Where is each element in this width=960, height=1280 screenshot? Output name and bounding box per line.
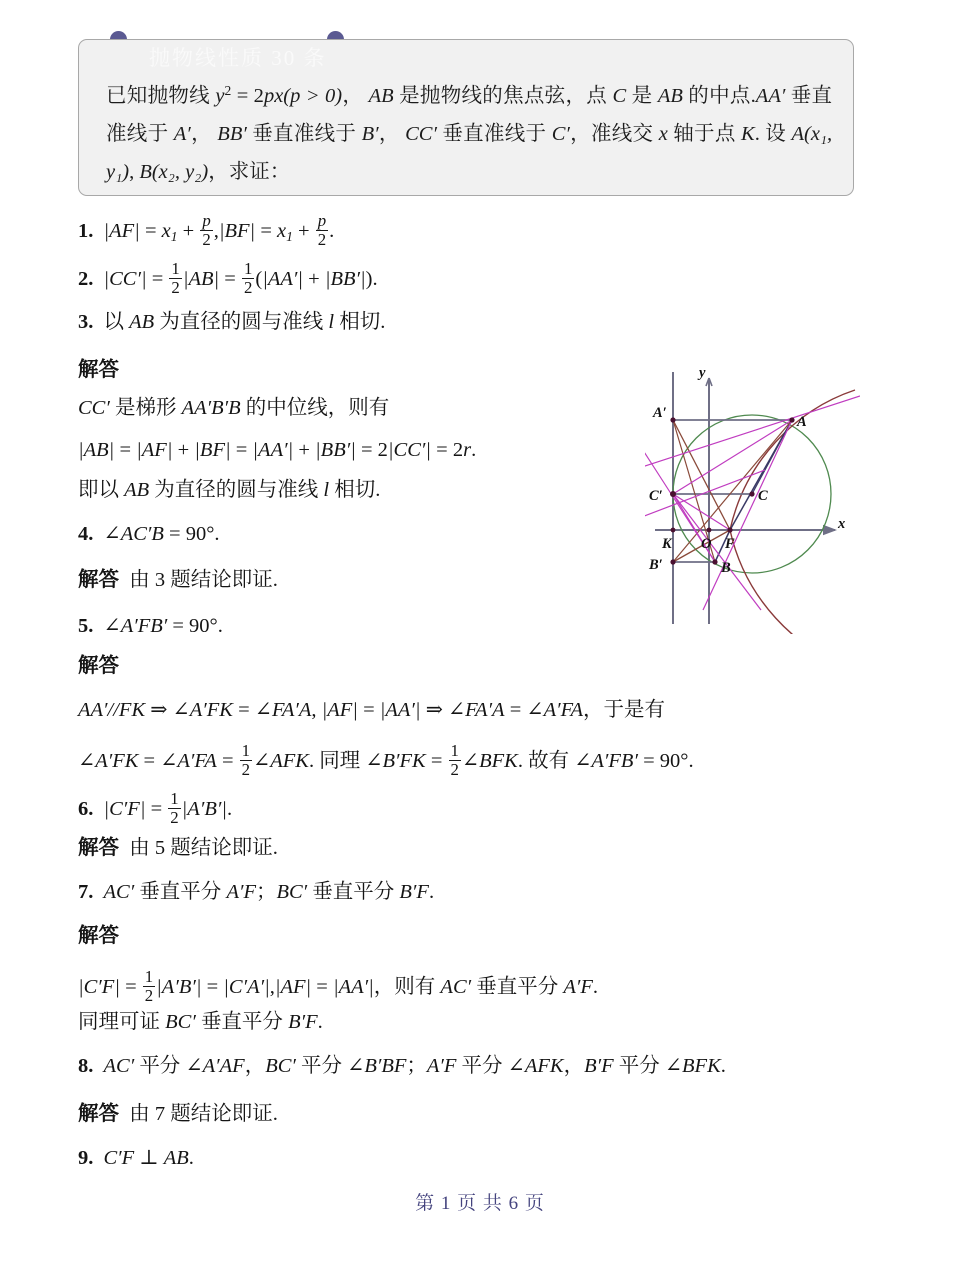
problem-eq-eq: = 2 [231, 85, 264, 108]
jieda-label-7: 解答 [78, 925, 119, 947]
label-K: K [662, 536, 672, 552]
problem-line2-e: 垂直准线于 [442, 123, 547, 146]
solution-7-heading [78, 926, 119, 947]
solution-3-line1: CC′ 是梯形 AA′B′B 的中位线，则有 [78, 397, 390, 419]
jieda-label-4: 解答 [78, 569, 119, 591]
problem-line3-b: . 设 [754, 123, 787, 146]
solution-6-ref: 5 [154, 837, 166, 859]
jieda-label-6: 解答 [78, 837, 119, 859]
problem-line3-c: ，求证： [208, 161, 291, 184]
problem-line1-a: 已知抛物线 [106, 85, 210, 108]
problem-bb-prime: BB′ [217, 123, 247, 146]
item-8: 8. AC′ 平分 ∠A′AF，BC′ 平分 ∠B′BF；A′F 平分 ∠AFK，B′F 平分 ∠BFK. [78, 1055, 726, 1077]
problem-eq-cond: (p > 0) [283, 85, 343, 108]
solution-4-tail: 题结论即证. [170, 569, 278, 591]
solution-3-line2: |AB| = |AF| + |BF| = |AA′| + |BB′| = 2|CC′| = 2r. [78, 439, 477, 461]
solution-5-line1: AA′//FK ⇒ ∠A′FK = ∠FA′A, |AF| = |AA′| ⇒ ∠FA′A = ∠A′FA，于是有 [78, 699, 666, 721]
problem-b-prime: B′ [361, 123, 379, 146]
problem-ab-2: AB [657, 85, 683, 108]
point-Aprime [670, 417, 675, 422]
jieda-label-5: 解答 [78, 655, 119, 677]
problem-line3-a: 轴于点 [673, 123, 736, 146]
problem-line2-d: ， [378, 123, 400, 146]
problem-point-a: A(x₁, y₁) [106, 123, 833, 184]
solution-8-by: 由 [129, 1103, 150, 1125]
solution-7-line2: 同理可证 BC′ 垂直平分 B′F. [78, 1011, 323, 1033]
item-2: 2. |CC′| = $\frac{1}{2}$ |AB| = $\frac{1}{2}$ (|AA′| + |BB′|). [78, 259, 378, 298]
item-6: 6. |C′F| = $\frac{1}{2}$ |A′B′|. [78, 789, 233, 828]
problem-aa-prime: AA′ [755, 85, 786, 108]
point-O [707, 528, 712, 533]
item-1-number: 1. [78, 220, 94, 243]
label-x-axis: x [838, 516, 846, 532]
jieda-label-8: 解答 [78, 1103, 119, 1125]
solution-8-ref: 7 [154, 1103, 166, 1125]
solution-4 [78, 570, 278, 591]
solution-4-ref: 3 [154, 569, 166, 591]
label-Bprime: B′ [649, 557, 663, 573]
label-y-axis: y [699, 365, 706, 381]
label-F: F [725, 536, 735, 552]
jieda-label-3: 解答 [78, 359, 119, 381]
solution-3-heading [78, 360, 119, 381]
label-O: O [701, 536, 712, 552]
item-7-number: 7. [78, 881, 94, 903]
item-4: 4. ∠AC′B = 90°. [78, 523, 220, 545]
problem-eq-px: px [263, 85, 284, 108]
item-9-number: 9. [78, 1147, 94, 1169]
problem-line2-b: ， [190, 123, 212, 146]
item-4-number: 4. [78, 523, 94, 545]
solution-8-tail: 题结论即证. [170, 1103, 278, 1125]
item-1: 1. $|AF| = x_1$ + $\frac{p}{2}$ $,|BF| = x_1$ + $\frac{p}{2}$ . [78, 211, 335, 250]
problem-line2-c: 垂直准线于 [252, 123, 357, 146]
problem-k: K [741, 123, 755, 146]
problem-eq-y: y [215, 85, 225, 108]
solution-6 [78, 838, 278, 859]
problem-statement-text [106, 72, 832, 191]
segment-AprimeF [673, 420, 730, 530]
problem-statement-box [78, 39, 854, 196]
point-Cprime [670, 491, 676, 497]
problem-x-axis: x [658, 123, 668, 146]
item-7: 7. AC′ 垂直平分 A′F；BC′ 垂直平分 B′F. [78, 881, 435, 903]
item-5: 5. ∠A′FB′ = 90°. [78, 615, 223, 637]
solution-7-line1: |C′F| = $\frac{1}{2}$ |A′B′| = |C′A′|,|AF| = |AA′|，则有 AC′ 垂直平分 A′F. [78, 967, 599, 1006]
solution-3-line3: 即以 AB 为直径的圆与准线 l 相切. [78, 479, 381, 501]
problem-line2-f: ，准线交 [569, 123, 654, 146]
magenta-tangent-B [703, 420, 792, 610]
point-B [712, 559, 717, 564]
label-C: C [758, 488, 768, 504]
label-Cprime: C′ [649, 488, 663, 504]
problem-line1-d: 是 [631, 85, 653, 108]
watermark-text: 抛物线性质 30 条 [149, 46, 327, 70]
item-3: 3. 以 AB 为直径的圆与准线 l 相切. [78, 311, 386, 333]
magenta-line-upper [645, 396, 860, 468]
page-footer: 第 1 页 共 6 页 [415, 1193, 545, 1214]
problem-line1-b: ， [342, 85, 364, 108]
point-K [671, 528, 676, 533]
item-3-number: 3. [78, 311, 94, 333]
label-Aprime: A′ [653, 405, 667, 421]
label-B: B [721, 560, 731, 576]
item-5-number: 5. [78, 615, 94, 637]
problem-c-1: C [612, 85, 627, 108]
problem-comma: , [129, 161, 140, 184]
point-A [789, 417, 794, 422]
point-C [749, 491, 754, 496]
diagram-svg [645, 362, 860, 634]
segment-CprimeF [673, 494, 730, 530]
problem-line1-c: 是抛物线的焦点弦，点 [399, 85, 608, 108]
problem-line1-e: 的中点. [688, 85, 756, 108]
solution-8 [78, 1104, 278, 1125]
problem-line2-a: 垂直准线于 [106, 85, 833, 146]
problem-c-prime: C′ [551, 123, 570, 146]
label-A: A [797, 414, 807, 430]
item-8-number: 8. [78, 1055, 94, 1077]
item-6-number: 6. [78, 798, 94, 821]
solution-4-by: 由 [129, 569, 150, 591]
segment-AC [752, 420, 792, 494]
point-F [727, 527, 732, 532]
item-9: 9. C′F ⊥ AB. [78, 1147, 194, 1169]
problem-cc-prime: CC′ [405, 123, 437, 146]
problem-a-prime: A′ [173, 123, 191, 146]
point-Bprime [670, 559, 675, 564]
parabola-focal-chord-diagram [645, 362, 860, 634]
item-2-number: 2. [78, 268, 94, 291]
solution-5-heading [78, 656, 119, 677]
solution-6-tail: 题结论即证. [170, 837, 278, 859]
solution-6-by: 由 [129, 837, 150, 859]
problem-eq-sup: 2 [224, 83, 232, 98]
solution-5-line2: ∠A′FK = ∠A′FA = $\frac{1}{2}$ ∠AFK. 同理 ∠B′FK = $\frac{1}{2}$ ∠BFK. 故有 ∠A′FB′ = 90°. [78, 741, 694, 780]
problem-ab-1: AB [368, 85, 394, 108]
magenta-tangent-A [673, 494, 761, 610]
problem-point-b: B(x₂, y₂) [139, 161, 209, 184]
